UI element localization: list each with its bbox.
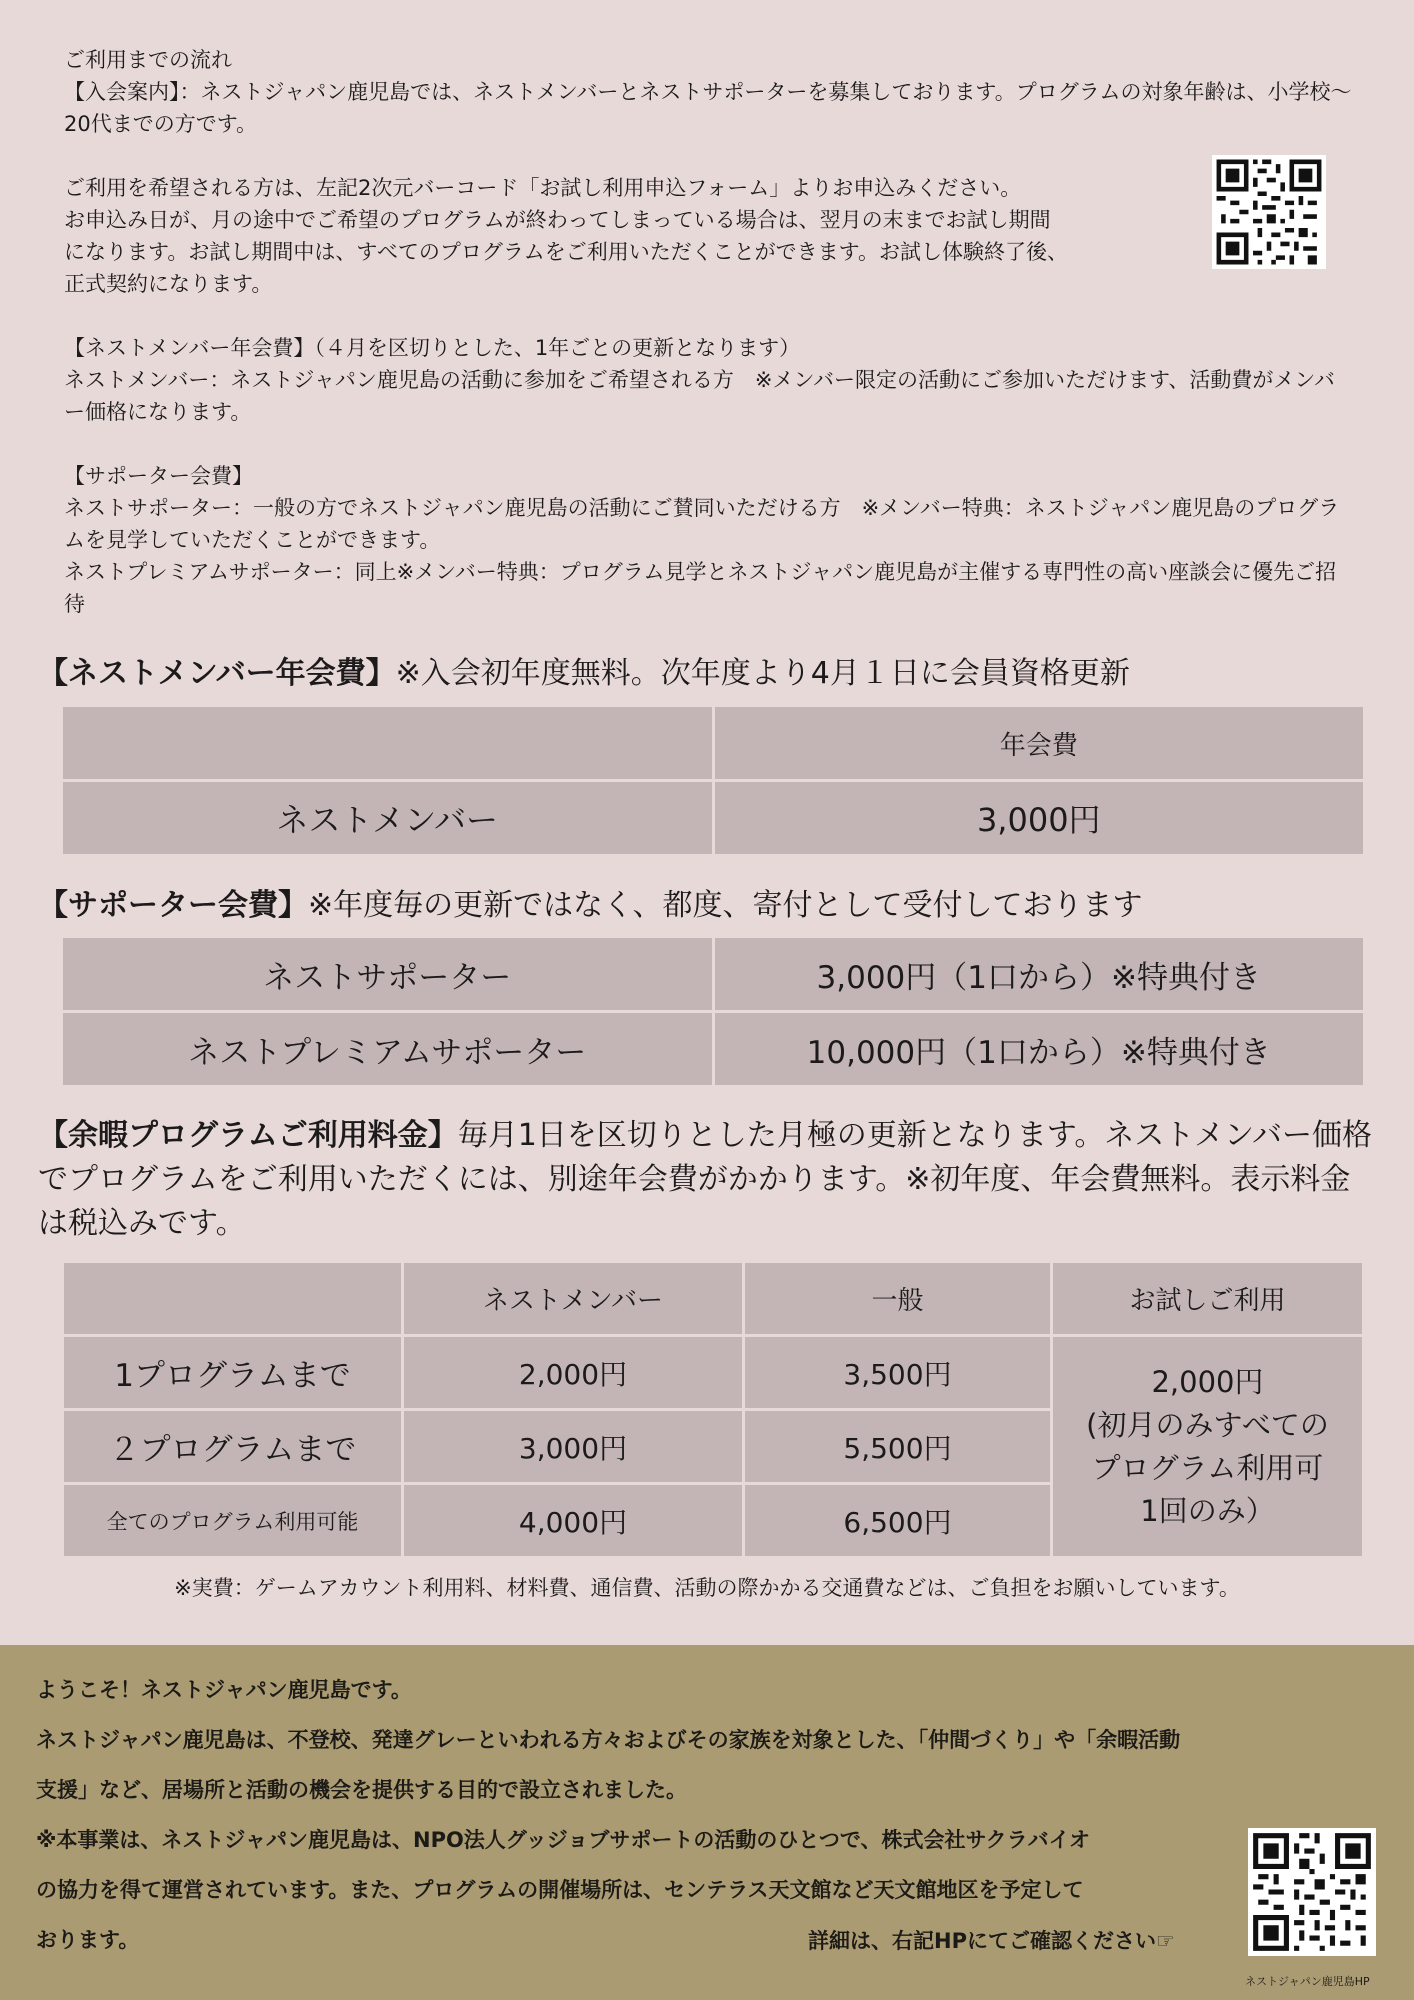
apply-line: お申込み日が、月の途中でご希望のプログラムが終わってしまっている場合は、翌月の末までお試し期間 [64,208,1051,232]
footer-line: ネストジャパン鹿児島は、不登校、発達グレーといわれる方々およびその家族を対象とした、「仲間づくり」や「余暇活動 [36,1728,1181,1752]
intro-text-block [64,44,1354,620]
footer-band [0,1645,1414,2000]
member-fee-table [60,704,1366,857]
hp-detail-text: 詳細は、右記HPにてご確認ください☞ [808,1929,1175,1953]
footer-line: ※本事業は、ネストジャパン鹿児島は、NPO法人グッジョブサポートの活動のひとつで、株式会社サクラバイオ [36,1828,1091,1852]
table-header-member: ネストメンバー [404,1263,742,1334]
table-row [63,938,1363,1010]
footer-line: 支援」など、居場所と活動の機会を提供する目的で設立されました。 [36,1778,687,1802]
row-value: 10,000円（1口から）※特典付き [715,1013,1364,1085]
member-price: 3,000円 [404,1411,742,1482]
row-label: ネストプレミアムサポーター [63,1013,712,1085]
qr-caption: ネストジャパン鹿児島HP [1245,1975,1370,1988]
table-header-trial: お試しご利用 [1053,1263,1362,1334]
table-row [63,1013,1363,1085]
row-label: ネストサポーター [63,938,712,1010]
qr-code-icon [1212,155,1326,269]
row-label: ネストメンバー [63,782,712,854]
trial-note: (初月のみすべての [1086,1407,1329,1442]
general-price: 5,500円 [745,1411,1050,1482]
homepage-qr-code[interactable] [1248,1828,1376,1956]
supporter-fee-table [60,935,1366,1088]
welcome-text: ようこそ！ネストジャパン鹿児島です。 [36,1678,412,1702]
program-fee-section-title: 【余暇プログラムご利用料金】毎月1日を区切りとした月極の更新となります。ネストメンバー価格でプログラムをご利用いただくには、別途年会費がかかります。※初年度、年会費無料。表示料金は税込みです。 [38,1118,1372,1241]
member-price: 4,000円 [404,1485,742,1556]
apply-line: ご利用を希望される方は、左記2次元バーコード「お試し利用申込フォーム」よりお申込みください。 [64,176,1022,200]
footer-line: おります。 [36,1928,140,1952]
table-row [63,782,1363,854]
apply-line: になります。お試し期間中は、すべてのプログラムをご利用いただくことができます。お試し体験終了後、 [64,240,1069,264]
entry-guide: 【入会案内】：ネストジャパン鹿児島では、ネストメンバーとネストサポーターを募集しております。プログラムの対象年齢は、小学校～20代までの方です。 [64,80,1352,136]
program-fee-table [61,1260,1365,1559]
member-fee-title: 【ネストメンバー年会費】（４月を区切りとした、1年ごとの更新となります） [64,336,801,360]
supporter-fee-title: 【サポーター会費】 [64,464,253,488]
row-value: 3,000円 [715,782,1364,854]
trial-note: プログラム利用可 [1091,1450,1324,1485]
table-header-empty [64,1263,401,1334]
trial-price: 2,000円 [1151,1364,1264,1399]
table-row [64,1263,1362,1334]
qr-code-icon [1248,1828,1376,1956]
table-row [63,707,1363,779]
flow-title: ご利用までの流れ [64,48,232,72]
trial-cell [1053,1337,1362,1556]
table-header-general: 一般 [745,1263,1050,1334]
supporter-fee-section-title: 【サポーター会費】※年度毎の更新ではなく、都度、寄付として受付しております [38,888,1143,923]
member-price: 2,000円 [404,1337,742,1408]
general-price: 3,500円 [745,1337,1050,1408]
trial-form-qr-code[interactable] [1212,155,1326,269]
supporter-text: ネストサポーター：一般の方でネストジャパン鹿児島の活動にご賛同いただける方 ※メンバー特典：ネストジャパン鹿児島のプログラムを見学していただくことができます。 [64,496,1340,552]
member-fee-text: ネストメンバー：ネストジャパン鹿児島の活動に参加をご希望される方 ※メンバー限定の活動にご参加いただけます、活動費がメンバー価格になります。 [64,368,1335,424]
table-header-empty [63,707,712,779]
trial-note: 1回のみ） [1140,1493,1275,1528]
expense-footnote: ※実費：ゲームアカウント利用料、材料費、通信費、活動の際かかる交通費などは、ご負担をお願いしています。 [174,1576,1240,1600]
table-header-fee: 年会費 [715,707,1364,779]
table-row [64,1337,1362,1408]
general-price: 6,500円 [745,1485,1050,1556]
row-label: ２プログラムまで [64,1411,401,1482]
premium-supporter-text: ネストプレミアムサポーター：同上※メンバー特典：プログラム見学とネストジャパン鹿児島が主催する専門性の高い座談会に優先ご招待 [64,560,1337,616]
member-fee-section-title: 【ネストメンバー年会費】※入会初年度無料。次年度より4月１日に会員資格更新 [38,656,1130,691]
row-label: 全てのプログラム利用可能 [64,1485,401,1556]
row-label: 1プログラムまで [64,1337,401,1408]
apply-line: 正式契約になります。 [64,272,273,296]
row-value: 3,000円（1口から）※特典付き [715,938,1364,1010]
footer-line: の協力を得て運営されています。また、プログラムの開催場所は、センテラス天文館など天文館地区を予定して [36,1878,1084,1902]
